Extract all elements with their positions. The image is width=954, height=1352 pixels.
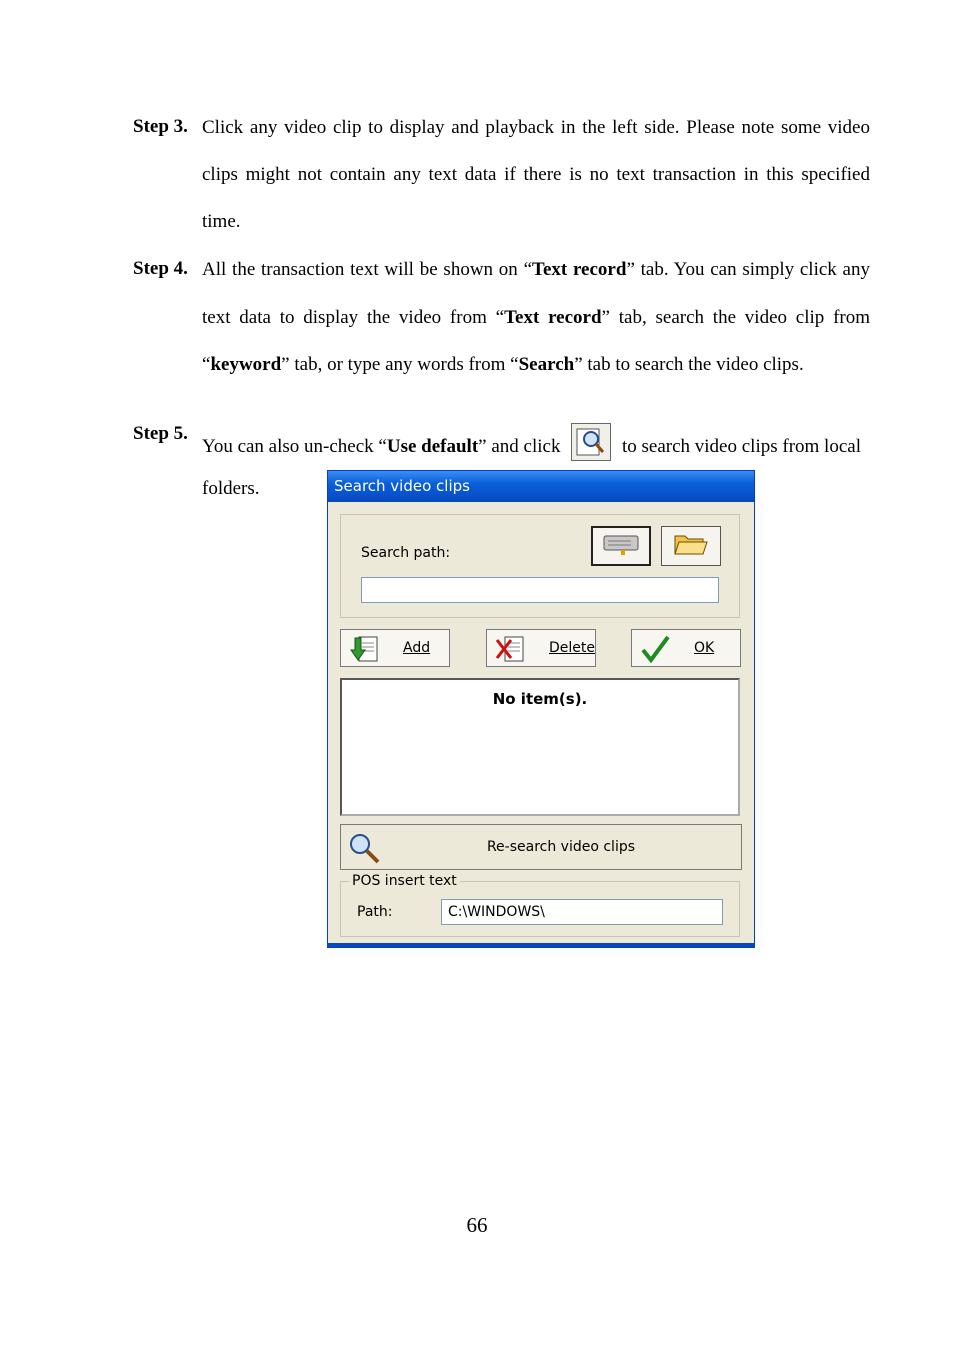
step-4-bold: Text record (532, 259, 627, 280)
step-4-bold: keyword (210, 354, 282, 375)
page-number: 66 (466, 1213, 488, 1237)
browse-folder-button[interactable] (661, 526, 721, 566)
search-path-label: Search path: (361, 545, 451, 561)
dialog-bottom-edge (328, 943, 754, 947)
pos-path-input[interactable]: C:\WINDOWS\ (441, 899, 723, 925)
drive-icon (601, 530, 641, 562)
step-5-text: to search video clips from local (621, 436, 861, 457)
step-3-label: Step 3. (133, 116, 188, 137)
step-5-label: Step 5. (133, 423, 188, 444)
pos-insert-text-group (340, 873, 740, 937)
ok-button[interactable] (631, 629, 741, 667)
step-3-line-1: Click any video clip to display and playback in the left side. Please note some video (202, 117, 870, 138)
step-4-text: ” tab. You can simply click any (626, 259, 870, 280)
step-4-line-2 (202, 306, 870, 330)
search-video-clips-dialog (327, 470, 755, 948)
search-path-input[interactable] (361, 577, 719, 603)
research-button-label: Re-search video clips (486, 839, 636, 855)
step-4-label: Step 4. (133, 258, 188, 279)
step-5-text: ” and click (478, 436, 561, 457)
step-4-text: All the transaction text will be shown on “ (202, 259, 533, 280)
step-3-line-2: clips might not contain any text data if there is no text transaction in this specified (202, 164, 870, 185)
step-4-text: text data to display the video from “ (202, 307, 505, 328)
empty-list-message: No item(s). (492, 690, 588, 708)
path-label: Path: (357, 904, 393, 920)
ok-button-label: OK (694, 640, 715, 656)
delete-button-label: Delete (549, 640, 595, 656)
step-4-bold: Search (518, 354, 575, 375)
delete-button[interactable] (486, 629, 596, 667)
step-4-line-1 (202, 258, 870, 282)
folder-search-icon (571, 423, 611, 461)
step-4-text: “ (202, 354, 211, 375)
step-3-line-3: time. (202, 211, 241, 232)
step-4-text: ” tab, or type any words from “ (281, 354, 519, 375)
step-5-bold: Use default (386, 436, 479, 457)
add-document-icon (349, 634, 381, 668)
step-5-text: You can also un-check “ (202, 436, 387, 457)
default-path-button[interactable] (591, 526, 651, 566)
add-button-label: Add (403, 640, 431, 656)
research-video-clips-button[interactable] (340, 824, 742, 870)
checkmark-icon (640, 634, 672, 668)
step-5-line-2: folders. (202, 478, 260, 499)
add-button[interactable] (340, 629, 450, 667)
pos-insert-text-legend: POS insert text (349, 873, 460, 889)
dialog-title: Search video clips (328, 471, 754, 502)
step-4-bold: Text record (504, 307, 602, 328)
folder-open-icon (671, 530, 711, 562)
search-path-panel (340, 514, 740, 618)
step-5-line-1 (202, 423, 870, 457)
step-4-line-3 (202, 353, 870, 377)
video-clip-list[interactable] (340, 678, 740, 816)
step-4-text: ” tab, search the video clip from (601, 307, 871, 328)
delete-document-icon (495, 634, 527, 668)
step-4-text: ” tab to search the video clips. (574, 354, 804, 375)
